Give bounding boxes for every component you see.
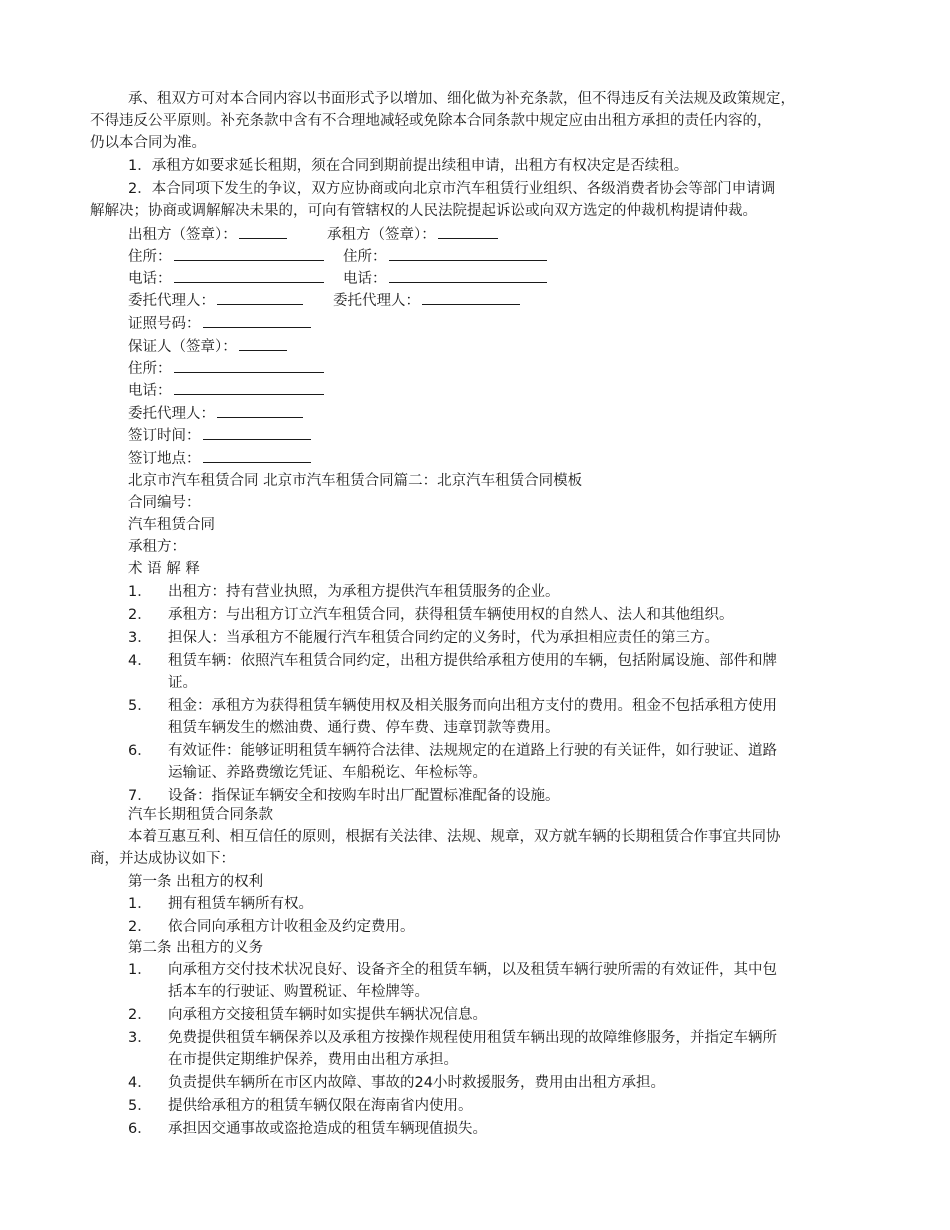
sign-place-field xyxy=(128,448,311,470)
list-item-number: 7． xyxy=(128,788,152,804)
list-item-number: 6． xyxy=(128,743,152,759)
long-term-title: 汽车长期租赁合同条款 xyxy=(128,807,273,823)
list-item-text: 拥有租赁车辆所有权。 xyxy=(168,896,313,912)
agent-label: 委托代理人： xyxy=(333,293,420,309)
list-item-number: 4． xyxy=(128,1075,152,1091)
list-item-number: 4． xyxy=(128,653,152,669)
list-item-number: 2． xyxy=(128,607,152,623)
list-item-text: 租金：承租方为获得租赁车辆使用权及相关服务而向出租方支付的费用。租金不包括承租方使用 xyxy=(168,698,777,714)
lessee-address-field xyxy=(343,246,547,268)
lessee-agent-field xyxy=(333,290,520,312)
list-item-text: 租赁车辆发生的燃油费、通行费、停车费、违章罚款等费用。 xyxy=(168,720,560,736)
preamble-line-1: 本着互惠互利、相互信任的原则，根据有关法律、法规、规章，双方就车辆的长期租赁合作事宜共同协 xyxy=(128,829,781,845)
contract-title: 汽车租赁合同 xyxy=(128,517,215,533)
phone-label: 电话： xyxy=(343,271,387,287)
terms-title: 术 语 解 释 xyxy=(128,561,200,577)
list-item-number: 2． xyxy=(128,1007,152,1023)
list-item-text: 提供给承租方的租赁车辆仅限在海南省内使用。 xyxy=(168,1098,473,1114)
blank-line xyxy=(203,448,311,463)
list-item-text: 括本车的行驶证、购置税证、年检牌等。 xyxy=(168,984,429,1000)
list-item-text: 免费提供租赁车辆保养以及承租方按操作规程使用租赁车辆出现的故障维修服务，并指定车辆所 xyxy=(168,1030,777,1046)
blank-line xyxy=(174,268,324,283)
clause-dispute-line-1: 2．本合同项下发生的争议，双方应协商或向北京市汽车租赁行业组织、各级消费者协会等部门申请调 xyxy=(128,181,776,197)
agent-label: 委托代理人： xyxy=(128,293,215,309)
blank-line xyxy=(217,290,303,305)
contract-number: 合同编号： xyxy=(128,495,201,511)
blank-line xyxy=(174,380,324,395)
lessor-agent-field xyxy=(128,290,303,312)
sign-place-label: 签订地点： xyxy=(128,451,201,467)
article-2-title: 第二条 出租方的义务 xyxy=(128,940,264,956)
blank-line xyxy=(203,313,311,328)
list-item-text: 担保人：当承租方不能履行汽车租赁合同约定的义务时，代为承担相应责任的第三方。 xyxy=(168,630,719,646)
list-item-text: 向承租方交付技术状况良好、设备齐全的租赁车辆，以及租赁车辆行驶所需的有效证件，其中包 xyxy=(168,962,777,978)
blank-line xyxy=(217,403,303,418)
guarantor-agent-field xyxy=(128,403,303,425)
clause-renewal: 1．承租方如要求延长租期，须在合同到期前提出续租申请，出租方有权决定是否续租。 xyxy=(128,158,689,174)
list-item-number: 3． xyxy=(128,1030,152,1046)
address-label: 住所： xyxy=(128,361,172,377)
address-label: 住所： xyxy=(343,249,387,265)
list-item-text: 租赁车辆：依照汽车租赁合同约定，出租方提供给承租方使用的车辆，包括附属设施、部件和牌 xyxy=(168,653,777,669)
list-item-number: 3． xyxy=(128,630,152,646)
address-label: 住所： xyxy=(128,249,172,265)
list-item-text: 有效证件：能够证明租赁车辆符合法律、法规规定的在道路上行驶的有关证件，如行驶证、道路 xyxy=(168,743,777,759)
preamble-line-2: 商，并达成协议如下： xyxy=(90,851,235,867)
intro-line-2: 不得违反公平原则。补充条款中含有不合理地减轻或免除本合同条款中规定应由出租方承担的责任内容的， xyxy=(90,113,772,129)
list-item-number: 2． xyxy=(128,919,152,935)
intro-line-1: 承、租双方可对本合同内容以书面形式予以增加、细化做为补充条款，但不得违反有关法规及政策规定， xyxy=(128,91,795,107)
phone-label: 电话： xyxy=(128,383,172,399)
lessor-signature-label: 出租方（签章）： xyxy=(128,227,237,243)
guarantor-phone-field xyxy=(128,380,324,402)
agent-label: 委托代理人： xyxy=(128,406,215,422)
blank-line xyxy=(239,224,287,239)
guarantor-signature-field xyxy=(128,336,287,358)
section-heading: 北京市汽车租赁合同 北京市汽车租赁合同篇二：北京汽车租赁合同模板 xyxy=(128,473,583,489)
list-item-text: 承租方：与出租方订立汽车租赁合同，获得租赁车辆使用权的自然人、法人和其他组织。 xyxy=(168,607,734,623)
lessor-phone-field xyxy=(128,268,324,290)
list-item-number: 1． xyxy=(128,584,152,600)
blank-line xyxy=(174,246,324,261)
lessee-signature-field xyxy=(327,224,498,246)
blank-line xyxy=(422,290,520,305)
phone-label: 电话： xyxy=(128,271,172,287)
list-item-text: 依合同向承租方计收租金及约定费用。 xyxy=(168,919,415,935)
list-item-text: 设备：指保证车辆安全和按购车时出厂配置标准配备的设施。 xyxy=(168,788,560,804)
blank-line xyxy=(389,246,547,261)
guarantor-signature-label: 保证人（签章）： xyxy=(128,339,237,355)
lessee-signature-label: 承租方（签章）： xyxy=(327,227,436,243)
article-1-title: 第一条 出租方的权利 xyxy=(128,874,264,890)
sign-date-field xyxy=(128,425,311,447)
list-item-text: 负责提供车辆所在市区内故障、事故的24小时救援服务，费用由出租方承担。 xyxy=(168,1075,665,1091)
lessor-signature-field xyxy=(128,224,287,246)
id-number-field xyxy=(128,313,311,335)
lessor-address-field xyxy=(128,246,324,268)
list-item-number: 6． xyxy=(128,1121,152,1137)
list-item-text: 承担因交通事故或盗抢造成的租赁车辆现值损失。 xyxy=(168,1121,487,1137)
list-item-text: 运输证、养路费缴讫凭证、车船税讫、年检标等。 xyxy=(168,765,487,781)
sign-date-label: 签订时间： xyxy=(128,428,201,444)
list-item-number: 1． xyxy=(128,896,152,912)
blank-line xyxy=(438,224,498,239)
lessee-phone-field xyxy=(343,268,547,290)
lessee-line: 承租方： xyxy=(128,539,186,555)
list-item-text: 在市提供定期维护保养，费用由出租方承担。 xyxy=(168,1052,458,1068)
clause-dispute-line-2: 解解决；协商或调解解决未果的，可向有管辖权的人民法院提起诉讼或向双方选定的仲裁机构提请仲裁。 xyxy=(90,203,757,219)
list-item-text: 向承租方交接租赁车辆时如实提供车辆状况信息。 xyxy=(168,1007,487,1023)
blank-line xyxy=(203,425,311,440)
intro-line-3: 仍以本合同为准。 xyxy=(90,135,206,151)
blank-line xyxy=(239,336,287,351)
blank-line xyxy=(174,358,324,373)
list-item-number: 5． xyxy=(128,1098,152,1114)
guarantor-address-field xyxy=(128,358,324,380)
list-item-number: 5． xyxy=(128,698,152,714)
id-number-label: 证照号码： xyxy=(128,316,201,332)
blank-line xyxy=(389,268,547,283)
list-item-text: 证。 xyxy=(168,675,197,691)
list-item-text: 出租方：持有营业执照，为承租方提供汽车租赁服务的企业。 xyxy=(168,584,560,600)
list-item-number: 1． xyxy=(128,962,152,978)
